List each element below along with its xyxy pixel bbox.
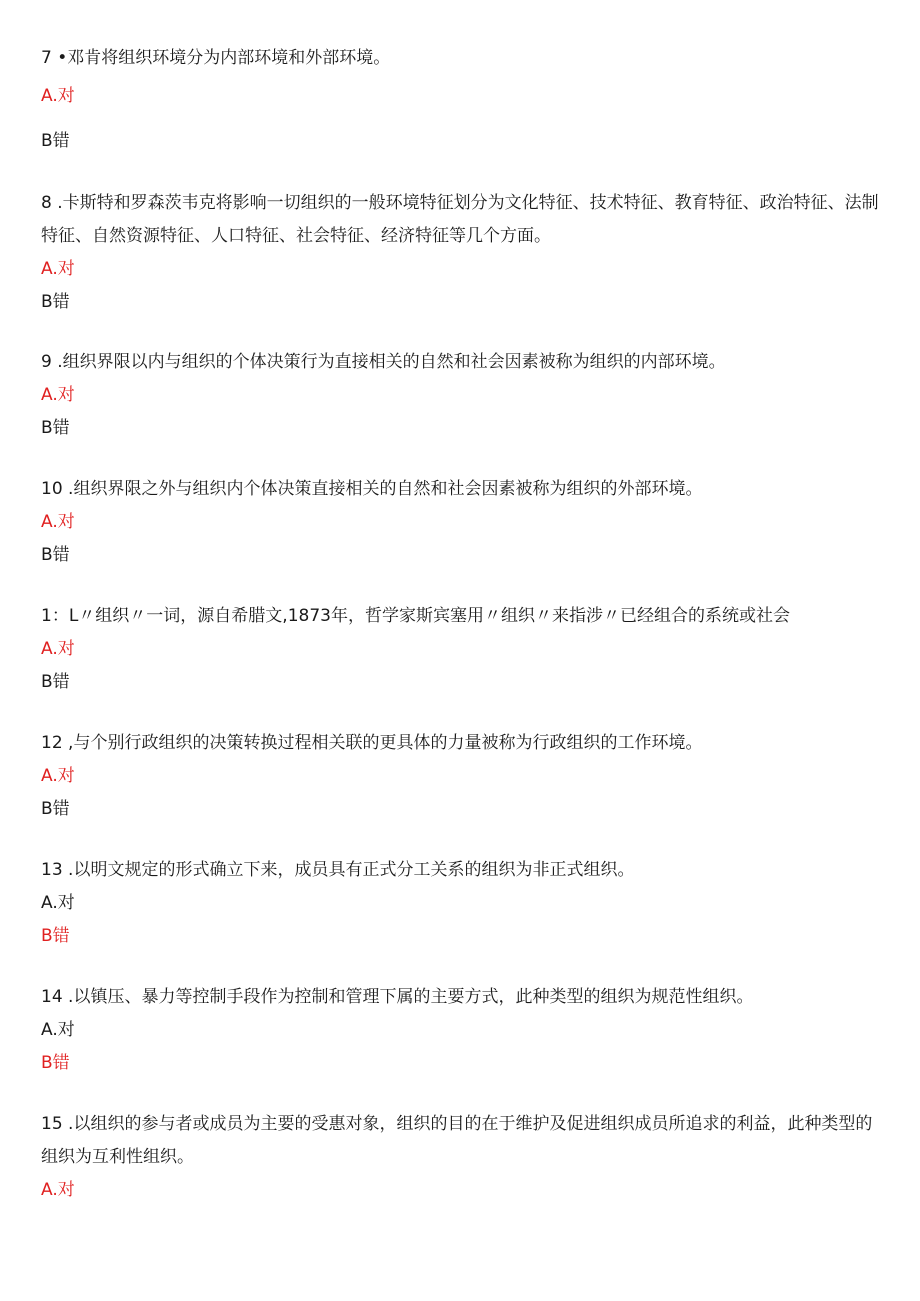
option-b: B错: [41, 131, 70, 151]
option-a: A.对: [41, 639, 75, 659]
question-stem: 8 .卡斯特和罗森茨韦克将影响一切组织的一般环境特征划分为文化特征、技术特征、教育特征、政治特征、法制特征、自然资源特征、人口特征、社会特征、经济特征等几个方面。: [41, 193, 879, 246]
option-a: A.对: [41, 512, 75, 532]
option-b: B错: [41, 672, 70, 692]
option-b: B错: [41, 292, 70, 312]
option-a: A.对: [41, 1020, 75, 1040]
question-stem: 9 .组织界限以内与组织的个体决策行为直接相关的自然和社会因素被称为组织的内部环境。: [41, 352, 726, 372]
question-stem: 14 .以镇压、暴力等控制手段作为控制和管理下属的主要方式，此种类型的组织为规范性组织。: [41, 987, 754, 1007]
question-14: [41, 981, 886, 1080]
option-a: A.对: [41, 1180, 75, 1200]
question-stem: 12 ,与个别行政组织的决策转换过程相关联的更具体的力量被称为行政组织的工作环境。: [41, 733, 703, 753]
option-a: A.对: [41, 893, 75, 913]
question-11: [41, 600, 886, 699]
option-b: B错: [41, 926, 70, 946]
option-b: B错: [41, 418, 70, 438]
question-12: [41, 727, 886, 826]
question-stem: 10 .组织界限之外与组织内个体决策直接相关的自然和社会因素被称为组织的外部环境。: [41, 479, 703, 499]
option-a: A.对: [41, 385, 75, 405]
question-7: [41, 42, 886, 158]
question-stem: 15 .以组织的参与者或成员为主要的受惠对象，组织的目的在于维护及促进组织成员所追求的利益，此种类型的组织为互利性组织。: [41, 1114, 873, 1167]
option-b: B错: [41, 545, 70, 565]
option-a: A.对: [41, 766, 75, 786]
option-b: B错: [41, 1053, 70, 1073]
option-a: A.对: [41, 259, 75, 279]
question-stem: 1：L〃组织〃一词，源自希腊文,1873年，哲学家斯宾塞用〃组织〃来指涉〃已经组合的系统或社会: [41, 606, 790, 626]
option-a: A.对: [41, 86, 75, 106]
question-13: [41, 854, 886, 953]
question-15: [41, 1108, 886, 1207]
question-8: [41, 187, 886, 319]
question-stem: 7 •邓肯将组织环境分为内部环境和外部环境。: [41, 48, 391, 68]
question-stem: 13 .以明文规定的形式确立下来，成员具有正式分工关系的组织为非正式组织。: [41, 860, 635, 880]
option-b: B错: [41, 799, 70, 819]
question-9: [41, 346, 886, 445]
question-10: [41, 473, 886, 572]
